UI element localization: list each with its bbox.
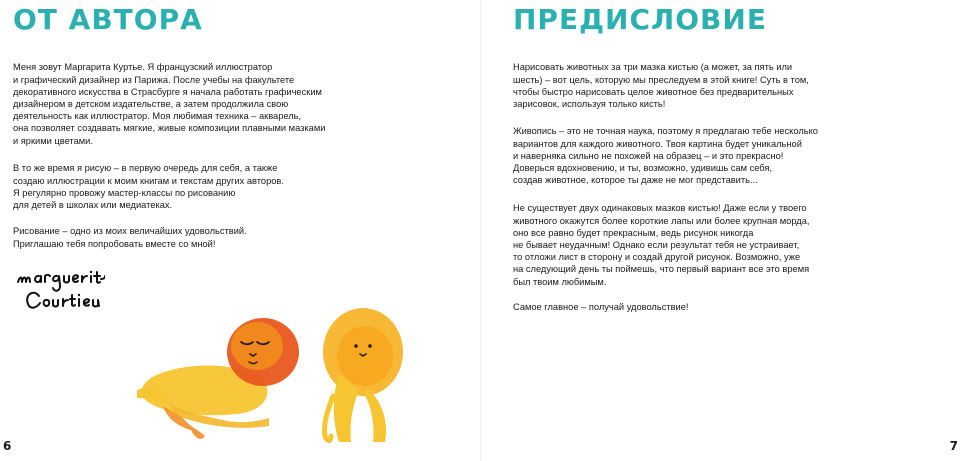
lying-lion	[137, 318, 299, 439]
page-number-left: 6	[3, 439, 12, 453]
preface-paragraph-1: Нарисовать животных за три мазка кистью (а может, за пять или шесть) – вот цель, которую мы преследуем в этой книге! Суть в том, чтобы быстро нарисовать целое животное без предварительных зарисовок, используя только кисть!	[513, 62, 809, 109]
preface-paragraph-2: Живопись – это не точная наука, поэтому я предлагаю тебе несколько вариантов для каждого животного. Твоя картина будет уникальной и наверняка сильно не похожей на образец – и это прекрасно! Доверься вдохновению, и ты, возможно, удивишь сам себя, создав животное, которое ты даже не мог представить...	[513, 126, 818, 186]
preface-paragraph-4: Самое главное – получай удовольствие!	[513, 302, 689, 313]
page-number-right: 7	[949, 439, 958, 453]
page-heading-preface: ПРЕДИСЛОВИЕ	[513, 3, 767, 36]
lions-illustration	[133, 300, 423, 450]
preface-paragraph-3: Не существует двух одинаковых мазков кистью! Даже если у твоего животного окажутся более короткие лапы или более крупная морда, оно все равно будет прекрасным, ведь рисунок никогда не бывает неудачным! Однако если результат тебя не устраивает, то отложи лист в сторону и создай другой рисунок. Возможно, уже на следующий день ты поймешь, что первый вариант все это время был твоим любимым.	[513, 203, 810, 287]
page-heading-author: ОТ АВТОРА	[13, 3, 203, 36]
right-page	[481, 0, 962, 461]
author-paragraph-3: Рисование – одно из моих величайших удовольствий. Приглашаю тебя попробовать вместе со мной!	[13, 226, 247, 249]
author-paragraph-1: Меня зовут Маргарита Куртье. Я французский иллюстратор и графический дизайнер из Парижа. После учебы на факультете декоративного искусства в Страсбурге я начала работать графическим дизайнером в детском издательстве, а затем продолжила свою деятельность как иллюстратор. Моя любимая техника – акварель, она позволяет создавать мягкие, живые композиции плавными мазками и яркими цветами.	[13, 62, 326, 146]
author-paragraph-2: В то же время я рисую – в первую очередь для себя, а также создаю иллюстрации к моим книгам и текстам других авторов. Я регулярно провожу мастер-классы по рисованию для детей в школах или медиатеках.	[13, 163, 284, 210]
standing-lion	[323, 308, 403, 442]
author-signature	[15, 262, 105, 314]
